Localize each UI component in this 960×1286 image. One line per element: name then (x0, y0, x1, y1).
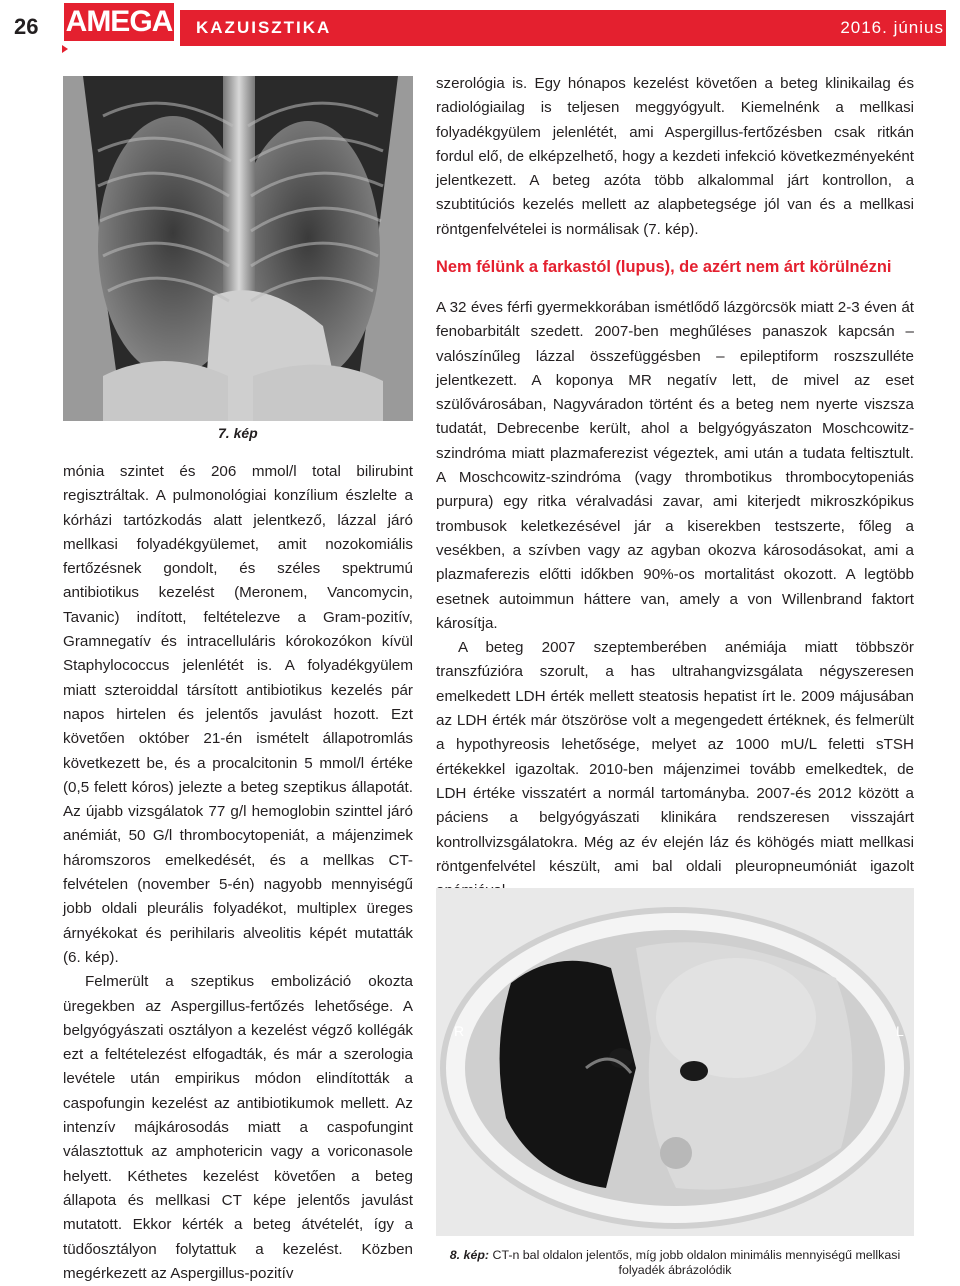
figure-7-caption: 7. kép (218, 425, 258, 441)
arrow-icon (62, 45, 68, 53)
right-top-paragraph: szerológia is. Egy hónapos kezelést követően a beteg klinikailag és radiológiailag is teljesen meggyógyult. Kiemelnénk a mellkasi folyadékgyülem jelenlétét, ami Aspergillus-fertőzésben csak ritkán fordul elő, de elképzelhető, hogy a kezdeti infekció következményeként jelentkezett. A beteg azóta több alkalommal járt kontrollon, a szubtitúciós kezelés mellett az alapbetegsége jól van és a mellkasi röntgenfelvételei is normálisak (7. kép). (436, 75, 914, 238)
right-paragraph-2: A beteg 2007 szeptemberében anémiája miatt többször transzfúzióra szorult, a has ultrahangvizsgálata négyszeresen emelkedett LDH érték mellett steatosis hepatist írt le. 2009 májusában az LDH érték már ötszöröse volt a megengedett értéknek, és felmerült a hypothyreosis lehetősége, melyet az 1000 mU/L feletti sTSH értékekkel igazoltak. 2010-ben májenzimei tovább emelkedtek, de LDH értéke visszatért a normál tartományba. 2007-és 2012 között a páciens a belgyógyászati klinikára rendszeresen visszajárt kontrollvizsgálatokra. Még az év elején láz és köhögés miatt mellkasi röntgenfelvétel készült, ami bal oldali pleuropneumóniát igazolt (436, 639, 914, 875)
page-number: 26 (14, 14, 39, 39)
left-column (63, 460, 413, 1286)
chest-xray-image (63, 76, 413, 421)
issue-date: 2016. június (840, 18, 944, 37)
section-title: KAZUISZTIKA (196, 18, 332, 37)
left-paragraph-1: mónia szintet és 206 mmol/l total bilirubint regisztráltak. A pulmonológiai konzílium észlelte a kórházi tartózkodás alatt jelentkező, lázzal járó mellkasi folyadékgyülemet, amit nozokomiális fertőzésnek gondolt, és széles spektrumú antibiotikus kezelést (Meronem, Vancomycin, Tavanic) indított, feltételezve a Gram-pozitív, Gramnegatív és intracelluláris kórokozókon kívül Staphylococcus jelenlétét is. A folyadékgyülem miatt szteroiddal társított antibiotikus kezelés pár napos hirtelen és jelentős javulást hozott. Ezt követően október 21-én ismételt állapotromlás következett be, és a procalcitonin 5 mmol/l értéke (0,5 felett kóros) jelezte a beteg szeptikus állapotát. Az újabb vizsgálatok 77 g/l hemoglobin szinttel járó anémiát, 50 G/l thrombocytopeniát, a májenzimek háromszoros emelkedését, és a mellkas CT-felvételen (november 5-én) nagyobb mennyiségű jobb oldali pleurális folyadékot, multiplex üreges árnyékokat és perihilaris alveolitis képét mutatták (6. kép). (63, 463, 413, 966)
brand-logo: AMEGA (64, 3, 174, 41)
left-paragraph-2: Felmerült a szeptikus embolizáció okozta üregekben az Aspergillus-fertőzés lehetősége. A belgyógyászati osztályon a kezelést végző kollégák ezt a feltételezést elfogadták, és már a szerologia levétele után empirikus módon elindították a caspofungin kezelést az antibiotikumok mellett. Az intenzív májkárosodás miatt a caspofungint választottuk az amphotericin vagy a voriconasole helyett. Kéthetes kezelést követően a beteg állapota és mellkasi CT képe jelentős javulást mutatott. Ekkor kérték a beteg átvételét, így a tüdőosztályon folytattuk a kezelést. Közben megérkezett az Aspergillus-pozitív (63, 973, 413, 1282)
ct-side-marker-r: R (454, 1023, 465, 1039)
right-paragraph-1: A 32 éves férfi gyermekkorában ismétlődő lázgörcsök miatt 2-3 éven át fenobarbitált szedett. 2007-ben meghűléses panaszok kapcsán – valószínűleg lázzal összefüggésben – epileptiform roszszulléte jelentkezett. A koponya MR negatív lett, de mivel az eset szülővárosában, Nagyváradon történt és a beteg nem nyerte viszsza tudatát, Debrecenbe került, ahol a belgyógyászaton Moschcowitz-szindróma miatt plazmaferezist végeztek, ami után a tudata feltisztult. A Moschcowitz-szindróma (vagy thrombotikus thrombocytopeniás purpura) egy ritka véralvadási zavar, ami kiterjedt mikroszkópikus trombusok keletkezésével jár a kiserekben testszerte, főleg a vesékben, a szívben vagy az agyban okozva károsodásokat, ami a plazmaferezis előtti időkben 90%-os mortalitást okozott. A legtöbb esetnek autoimmun háttere van, amely a von Willenbrand faktort károsítja. (436, 299, 914, 632)
figure-8-caption (436, 1248, 914, 1278)
page-header (0, 0, 960, 60)
right-column-body (436, 296, 914, 903)
ct-scan-image (436, 888, 914, 1236)
figure-8-label: 8. kép: (449, 1248, 490, 1262)
header-bar (180, 10, 946, 46)
figure-8-text: CT-n bal oldalon jelentős, míg jobb oldalon minimális mennyiségű mellkasi folyadék ábrázolódik (492, 1248, 901, 1277)
ct-side-marker-l: L (896, 1023, 904, 1039)
section-heading: Nem félünk a farkastól (lupus), de azért nem árt körülnézni (436, 258, 892, 276)
